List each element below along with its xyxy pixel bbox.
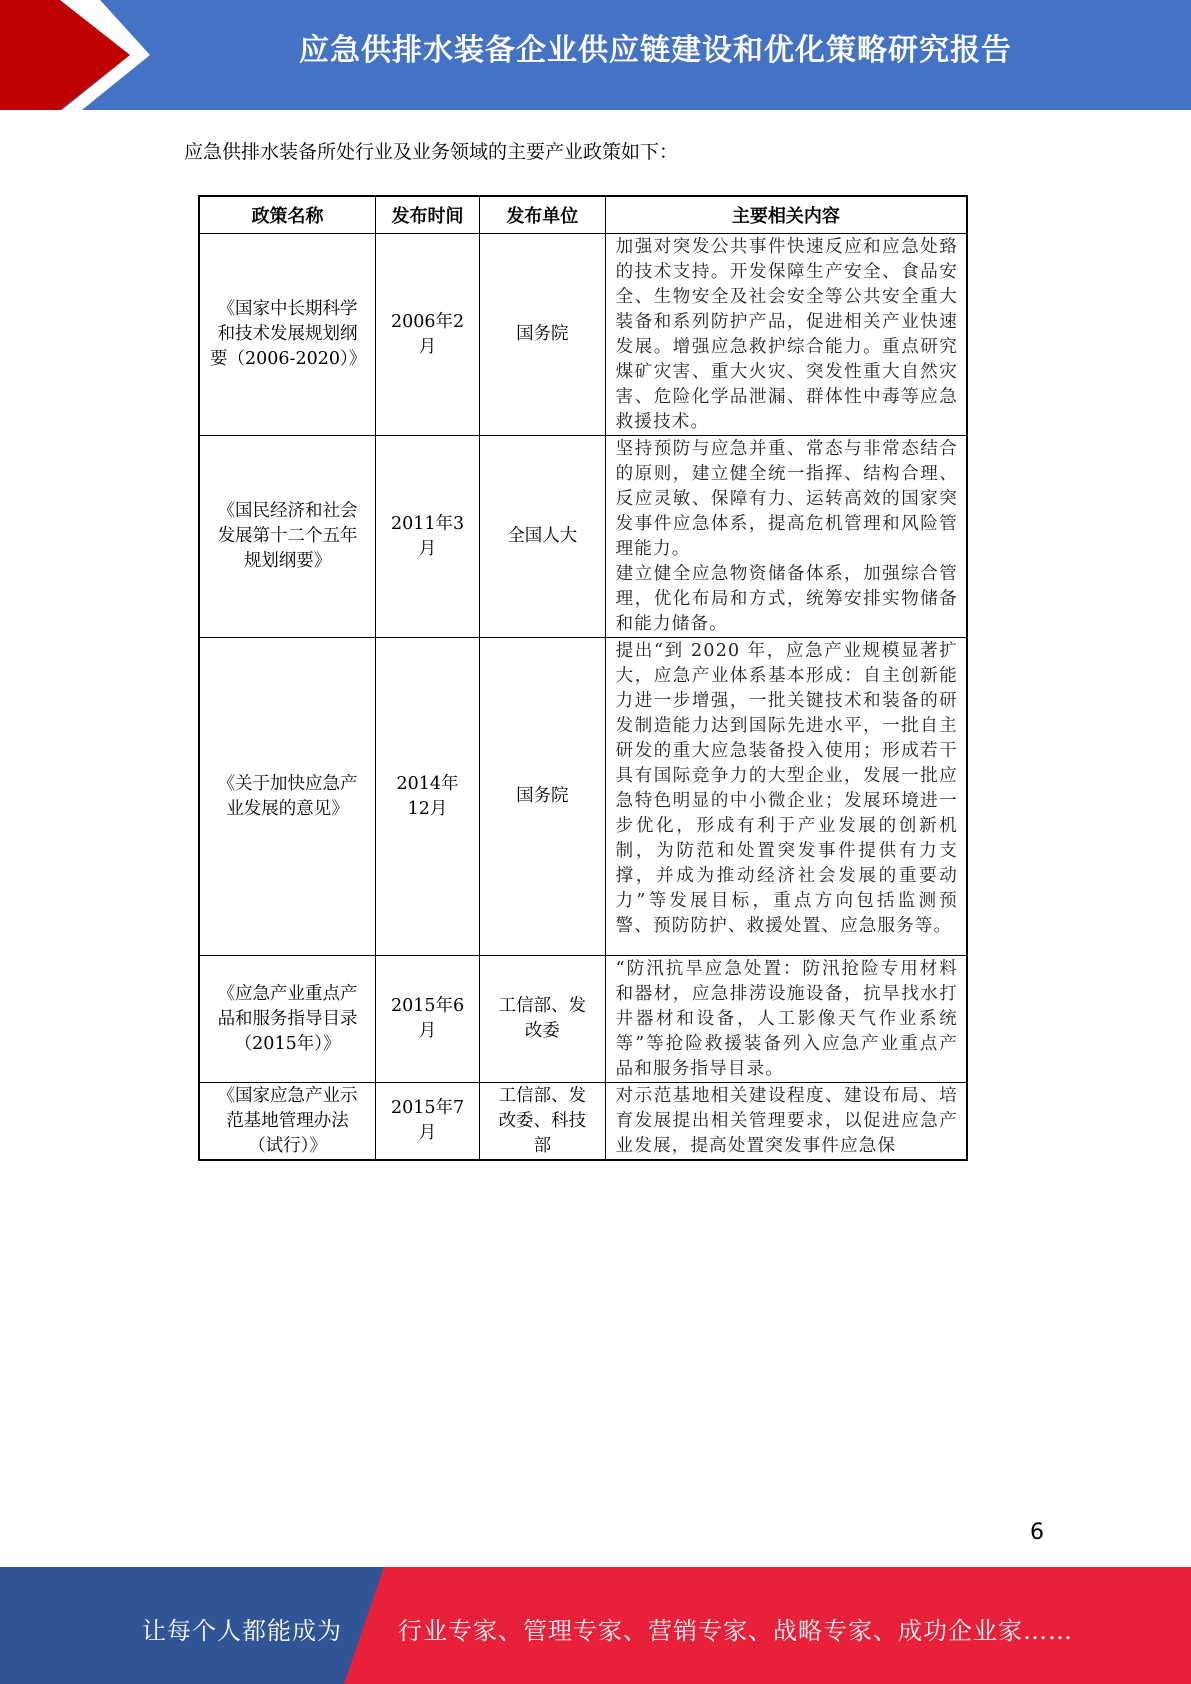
table-row <box>199 1083 967 1161</box>
issuing-unit: 全国人大 <box>479 436 605 638</box>
policy-table-container <box>198 195 968 1161</box>
issuing-unit: 国务院 <box>479 234 605 436</box>
policy-table <box>198 195 968 1161</box>
footer-slogan-right: 行业专家、管理专家、营销专家、战略专家、成功企业家…… <box>398 1617 1073 1645</box>
policy-name: 《关于加快应急产业发展的意见》 <box>199 638 376 956</box>
table-header-row <box>199 196 967 234</box>
release-time: 2014年12月 <box>376 638 480 956</box>
report-title: 应急供排水装备企业供应链建设和优化策略研究报告 <box>299 33 1012 68</box>
page-header <box>0 0 1191 110</box>
policy-content <box>605 1083 967 1161</box>
content-paragraph: 加强对突发公共事件快速反应和应急处臵的技术支持。开发保障生产安全、食品安全、生物安全及社会安全等公共安全重大装备和系列防护产品，促进相关产业快速发展。增强应急救护综合能力。重点研究煤矿灾害、重大火灾、突发性重大自然灾害、危险化学品泄漏、群体性中毒等应急救援技术。 <box>615 237 958 432</box>
content-clip <box>616 1084 958 1159</box>
header-policy-name: 政策名称 <box>199 196 376 234</box>
release-time: 2011年3月 <box>376 436 480 638</box>
page-number: 6 <box>1030 1520 1044 1545</box>
table-row <box>199 234 967 436</box>
intro-text: 应急供排水装备所处行业及业务领域的主要产业政策如下： <box>184 141 679 163</box>
issuing-unit: 工信部、发改委 <box>479 956 605 1083</box>
content-paragraph: 建立健全应急物资储备体系，加强综合管理，优化布局和方式，统筹安排实物储备和能力储备。 <box>615 564 958 634</box>
release-time: 2015年6月 <box>376 956 480 1083</box>
content-paragraph: 提出“到 2020 年，应急产业规模显著扩大，应急产业体系基本形成：自主创新能力进一步增强，一批关键技术和装备的研发制造能力达到国际先进水平，一批自主研发的重大应急装备投入使用；形成若干具有国际竞争力的大型企业，发展一批应急特色明显的中小微企业；发展环境进一步优化，形成有利于产业发展的创新机制，为防范和处置突发事件提供有力支撑，并成为推动经济社会发展的重要动力”等发展目标，重点方向包括监测预警、预防防护、救援处置、应急服务等。 <box>615 641 958 936</box>
page-footer <box>0 1567 1191 1684</box>
policy-name: 《应急产业重点产品和服务指导目录（2015年）》 <box>199 956 376 1083</box>
policy-content <box>605 638 967 956</box>
policy-content <box>605 436 967 638</box>
table-row <box>199 436 967 638</box>
policy-content <box>605 956 967 1083</box>
content-paragraph: 对示范基地相关建设程度、建设布局、培育发展提出相关管理要求，以促进应急产业发展，提高处置突发事件应急保 <box>615 1086 958 1156</box>
issuing-unit: 工信部、发改委、科技部 <box>479 1083 605 1161</box>
header-release-time: 发布时间 <box>376 196 480 234</box>
content-paragraph: “防汛抗旱应急处置：防汛抢险专用材料和器材，应急排涝设施设备，抗旱找水打井器材和设备，人工影像天气作业系统等”等抢险救援装备列入应急产业重点产品和服务指导目录。 <box>615 959 958 1079</box>
table-row <box>199 956 967 1083</box>
header-main-content: 主要相关内容 <box>605 196 967 234</box>
policy-name: 《国家中长期科学和技术发展规划纲要（2006-2020）》 <box>199 234 376 436</box>
release-time: 2006年2月 <box>376 234 480 436</box>
table-row <box>199 638 967 956</box>
policy-name: 《国家应急产业示范基地管理办法（试行）》 <box>199 1083 376 1161</box>
policy-content <box>605 234 967 436</box>
header-arrow-decoration <box>0 0 160 110</box>
content-paragraph: 坚持预防与应急并重、常态与非常态结合的原则，建立健全统一指挥、结构合理、反应灵敏、保障有力、运转高效的国家突发事件应急体系，提高危机管理和风险管理能力。 <box>615 439 958 559</box>
footer-slogan-left: 让每个人都能成为 <box>142 1617 342 1645</box>
policy-name: 《国民经济和社会发展第十二个五年规划纲要》 <box>199 436 376 638</box>
release-time: 2015年7月 <box>376 1083 480 1161</box>
header-issuing-unit: 发布单位 <box>479 196 605 234</box>
issuing-unit: 国务院 <box>479 638 605 956</box>
